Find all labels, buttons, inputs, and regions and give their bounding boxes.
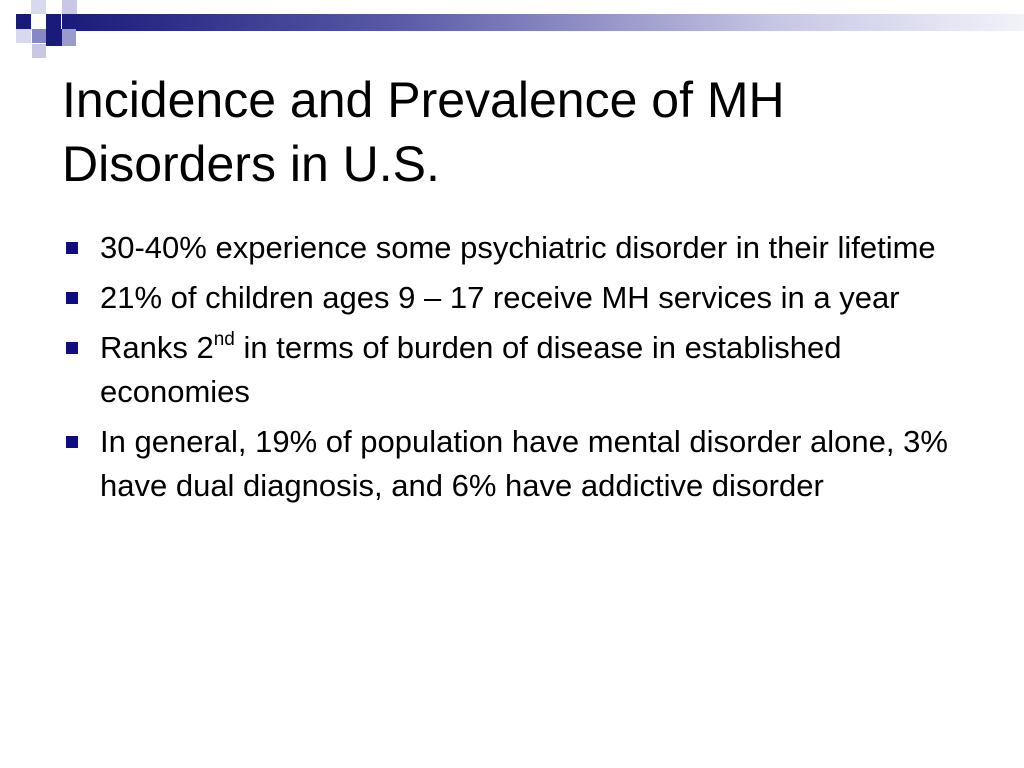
square-bullet-icon <box>66 436 78 448</box>
bullet-text: In general, 19% of population have mental disorder alone, 3% have dual diagnosis, and 6% have addictive disorder <box>100 424 948 503</box>
bullet-item <box>62 226 972 270</box>
square-bullet-icon <box>66 292 78 304</box>
deco-square <box>46 14 61 29</box>
header-gradient-bar <box>62 14 1024 31</box>
deco-square <box>46 29 62 46</box>
bullet-text: 30-40% experience some psychiatric disorder in their lifetime <box>100 230 936 265</box>
bullet-text <box>100 330 841 409</box>
square-bullet-icon <box>66 342 78 354</box>
deco-square <box>62 0 77 14</box>
deco-square <box>32 29 46 43</box>
slide-title: Incidence and Prevalence of MH Disorders in U.S. <box>62 72 785 192</box>
square-bullet-icon <box>66 242 78 254</box>
bullet-item <box>62 276 972 320</box>
bullet-text-part: in terms of burden of disease in established economies <box>100 330 842 409</box>
bullet-item <box>62 326 972 414</box>
deco-square <box>31 0 46 14</box>
deco-square <box>32 44 46 58</box>
deco-square <box>16 29 31 43</box>
bullet-item <box>62 420 972 508</box>
header-decoration <box>0 0 1024 60</box>
bullet-text: 21% of children ages 9 – 17 receive MH services in a year <box>100 280 900 315</box>
ordinal-superscript: nd <box>213 329 235 350</box>
bullet-list <box>62 226 972 514</box>
bullet-text-part: Ranks 2 <box>100 330 214 365</box>
deco-square <box>16 14 31 29</box>
deco-square <box>62 29 76 46</box>
